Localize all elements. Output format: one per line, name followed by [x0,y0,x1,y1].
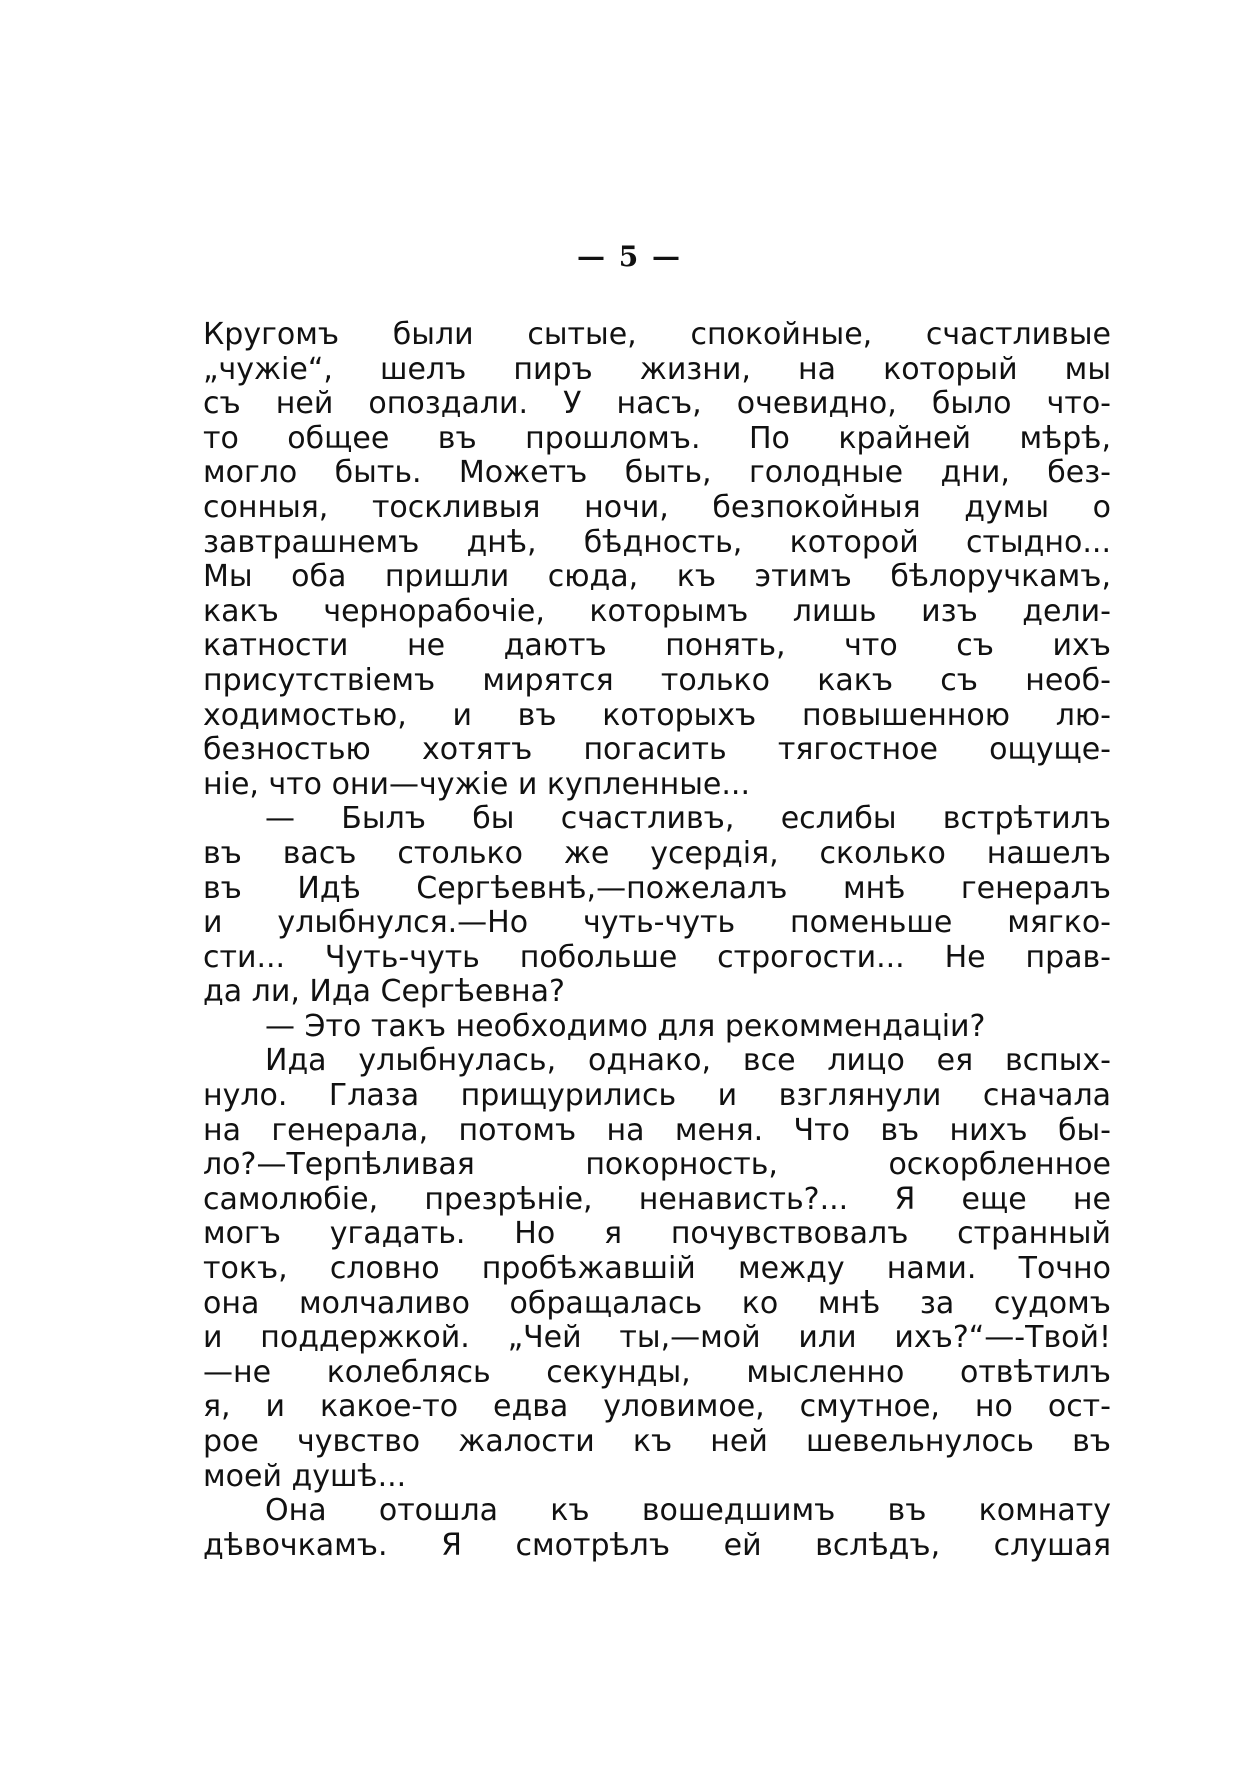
text-line: — Былъ бы счастливъ, еслибы встрѣтилъ [265,801,1111,837]
text-line: „чужіе“, шелъ пиръ жизни, на который мы [203,351,1111,387]
text-line: ходимостью, и въ которыхъ повышенною лю- [203,697,1111,733]
text-line: въ васъ столько же усердія, сколько нашелъ [203,835,1111,871]
text-line: сти... Чуть-чуть побольше строгости... Не прав- [203,939,1111,975]
text-line: сонныя, тоскливыя ночи, безпокойныя думы о [203,489,1111,525]
text-line: безностью хотятъ погасить тягостное ощуще- [203,732,1111,768]
text-line: токъ, словно пробѣжавшій между нами. Точно [203,1251,1111,1287]
text-line: и улыбнулся.—Но чуть-чуть поменьше мягко- [203,905,1111,941]
text-line: Мы оба пришли сюда, къ этимъ бѣлоручкамъ, [203,559,1111,595]
text-line: рое чувство жалости къ ней шевельнулось въ [203,1424,1111,1459]
text-line: — Это такъ необходимо для рекоммендаціи? [265,1008,986,1044]
text-line: какъ чернорабочіе, которымъ лишь изъ дели- [203,593,1111,629]
text-line: присутствіемъ мирятся только какъ съ необ- [203,662,1111,698]
text-line: —не колеблясь секунды, мысленно отвѣтилъ [203,1354,1111,1390]
text-line: завтрашнемъ днѣ, бѣдность, которой стыдно... [203,524,1111,560]
text-line: катности не даютъ понять, что съ ихъ [203,628,1111,664]
text-line: Она отошла къ вошедшимъ въ комнату [265,1493,1111,1529]
text-line: съ ней опоздали. У насъ, очевидно, было что- [203,386,1111,422]
text-line: на генерала, потомъ на меня. Что въ нихъ бы- [203,1112,1111,1148]
body-text [203,318,1111,1563]
text-line: Кругомъ были сытые, спокойные, счастливые [203,317,1111,352]
page-number: — 5 — [577,240,682,273]
text-line: въ Идѣ Сергѣевнѣ,—пожелалъ мнѣ генералъ [203,870,1111,906]
text-line: ніе, что они—чужіе и купленные... [203,766,751,802]
text-line: нуло. Глаза прищурились и взглянули сначала [203,1078,1111,1114]
text-line: и поддержкой. „Чей ты,—мой или ихъ?“—-Твой! [203,1320,1111,1356]
text-line: могъ угадать. Но я почувствовалъ странный [203,1216,1111,1252]
text-line: я, и какое-то едва уловимое, смутное, но ост- [203,1389,1111,1425]
text-line: могло быть. Можетъ быть, голодные дни, без- [203,455,1111,491]
text-line: да ли, Ида Сергѣевна? [203,974,565,1010]
text-line: ло?—Терпѣливая покорность, оскорбленное [203,1147,1111,1183]
text-line: то общее въ прошломъ. По крайней мѣрѣ, [203,420,1111,456]
text-line: дѣвочкамъ. Я смотрѣлъ ей вслѣдъ, слушая [203,1527,1111,1563]
text-line: Ида улыбнулась, однако, все лицо ея вспых- [265,1043,1111,1079]
text-line: моей душѣ... [203,1458,407,1494]
text-line: она молчаливо обращалась ко мнѣ за судомъ [203,1285,1111,1321]
text-line: самолюбіе, презрѣніе, ненависть?... Я еще не [203,1181,1111,1217]
